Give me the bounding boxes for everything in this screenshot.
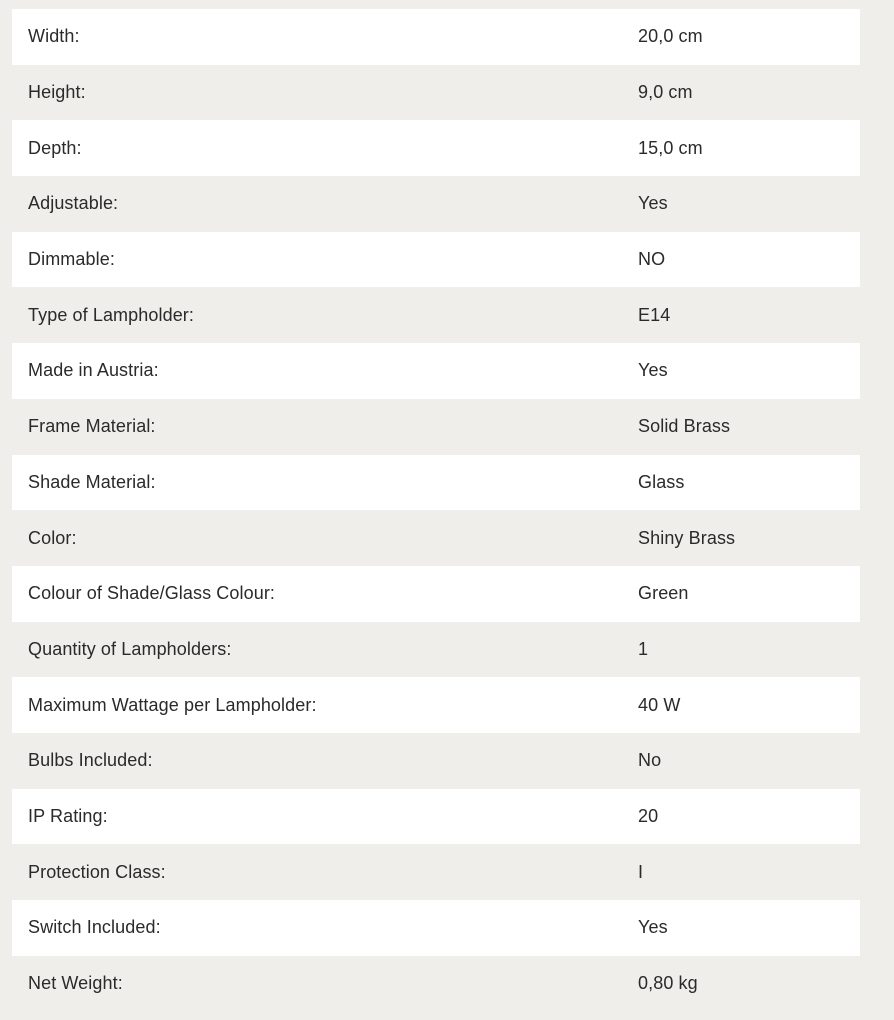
spec-value: 15,0 cm <box>638 137 703 158</box>
spec-value: Solid Brass <box>638 416 731 437</box>
spec-row-protection-class <box>12 844 860 900</box>
spec-row-net-weight <box>12 956 860 1012</box>
spec-row-shade-material <box>12 455 860 511</box>
spec-label: Dimmable: <box>28 249 115 270</box>
spec-value: 20,0 cm <box>638 26 703 47</box>
spec-row-width <box>12 9 860 65</box>
spec-value: 0,80 kg <box>638 973 698 994</box>
spec-row-adjustable <box>12 176 860 232</box>
spec-row-shade-colour <box>12 566 860 622</box>
spec-row-made-in-austria <box>12 343 860 399</box>
spec-value: Yes <box>638 917 668 938</box>
spec-row-lampholder-type <box>12 287 860 343</box>
spec-label: Height: <box>28 82 86 103</box>
spec-label: Maximum Wattage per Lampholder: <box>28 694 317 715</box>
spec-value: E14 <box>638 304 671 325</box>
spec-value: 1 <box>638 638 649 659</box>
spec-row-switch-included <box>12 900 860 956</box>
spec-value: 9,0 cm <box>638 82 693 103</box>
spec-row-bulbs-included <box>12 733 860 789</box>
spec-row-lampholder-quantity <box>12 622 860 678</box>
spec-value: Green <box>638 583 689 604</box>
spec-label: Protection Class: <box>28 861 166 882</box>
spec-row-frame-material <box>12 399 860 455</box>
spec-row-color <box>12 510 860 566</box>
spec-row-max-wattage <box>12 677 860 733</box>
spec-label: Net Weight: <box>28 973 123 994</box>
spec-row-ip-rating <box>12 789 860 845</box>
spec-row-depth <box>12 120 860 176</box>
spec-label: Quantity of Lampholders: <box>28 638 232 659</box>
spec-label: IP Rating: <box>28 805 108 826</box>
spec-label: Shade Material: <box>28 471 156 492</box>
spec-label: Depth: <box>28 137 82 158</box>
spec-label: Made in Austria: <box>28 360 159 381</box>
spec-value: Yes <box>638 193 668 214</box>
spec-value: No <box>638 750 662 771</box>
spec-value: I <box>638 861 644 882</box>
spec-value: Shiny Brass <box>638 527 736 548</box>
spec-value: 20 <box>638 805 659 826</box>
spec-label: Width: <box>28 26 80 47</box>
spec-value: NO <box>638 249 666 270</box>
spec-label: Switch Included: <box>28 917 161 938</box>
spec-value: Yes <box>638 360 668 381</box>
spec-label: Adjustable: <box>28 193 119 214</box>
spec-row-height <box>12 65 860 121</box>
spec-value: Glass <box>638 471 685 492</box>
spec-label: Colour of Shade/Glass Colour: <box>28 583 276 604</box>
spec-label: Bulbs Included: <box>28 750 153 771</box>
spec-label: Color: <box>28 527 77 548</box>
spec-value: 40 W <box>638 694 681 715</box>
specifications-table <box>12 9 860 1011</box>
spec-row-dimmable <box>12 232 860 288</box>
spec-label: Type of Lampholder: <box>28 304 195 325</box>
spec-label: Frame Material: <box>28 416 156 437</box>
